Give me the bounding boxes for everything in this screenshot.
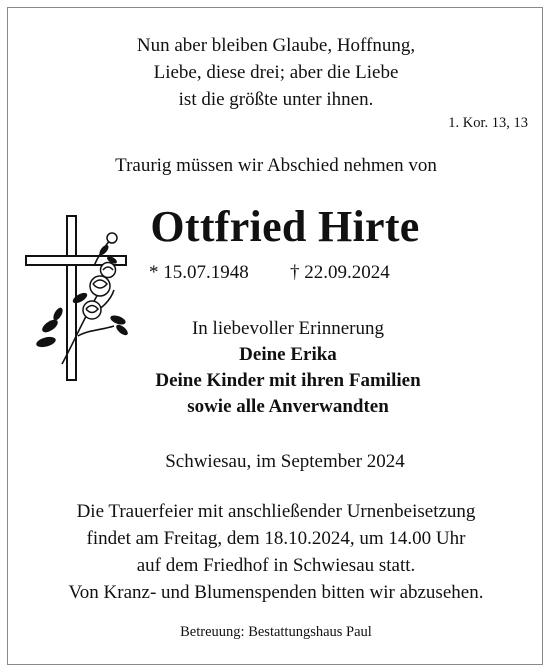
deceased-name: Ottfried Hirte xyxy=(150,202,420,251)
mourners-block xyxy=(8,316,544,420)
place-date: Schwiesau, im September 2024 xyxy=(165,451,405,472)
mourners-line: In liebevoller Erinnerung xyxy=(191,318,385,339)
death-date: † 22.09.2024 xyxy=(290,262,390,283)
verse-line: Liebe, diese drei; aber die Liebe xyxy=(153,62,399,83)
funeral-home-credit: Betreuung: Bestattungshaus Paul xyxy=(180,624,372,640)
mourners-line: Deine Kinder mit ihren Familien xyxy=(155,370,421,391)
service-line: Die Trauerfeier mit anschließender Urnenbeisetzung xyxy=(76,501,476,522)
obituary-notice xyxy=(7,7,543,665)
service-line: auf dem Friedhof in Schwiesau statt. xyxy=(136,555,416,576)
mourners-line: sowie alle Anverwandten xyxy=(187,396,389,417)
verse-line: Nun aber bleiben Glaube, Hoffnung, xyxy=(136,35,416,56)
bible-verse xyxy=(8,32,544,113)
funeral-service-info xyxy=(8,498,544,606)
service-line: findet am Freitag, dem 18.10.2024, um 14.00 Uhr xyxy=(86,528,466,549)
intro-text: Traurig müssen wir Abschied nehmen von xyxy=(115,155,437,176)
service-line: Von Kranz- und Blumenspenden bitten wir abzusehen. xyxy=(68,582,484,603)
verse-line: ist die größte unter ihnen. xyxy=(178,89,374,110)
birth-date: * 15.07.1948 xyxy=(149,262,249,283)
mourners-line: Deine Erika xyxy=(239,344,337,365)
verse-reference: 1. Kor. 13, 13 xyxy=(448,115,528,131)
